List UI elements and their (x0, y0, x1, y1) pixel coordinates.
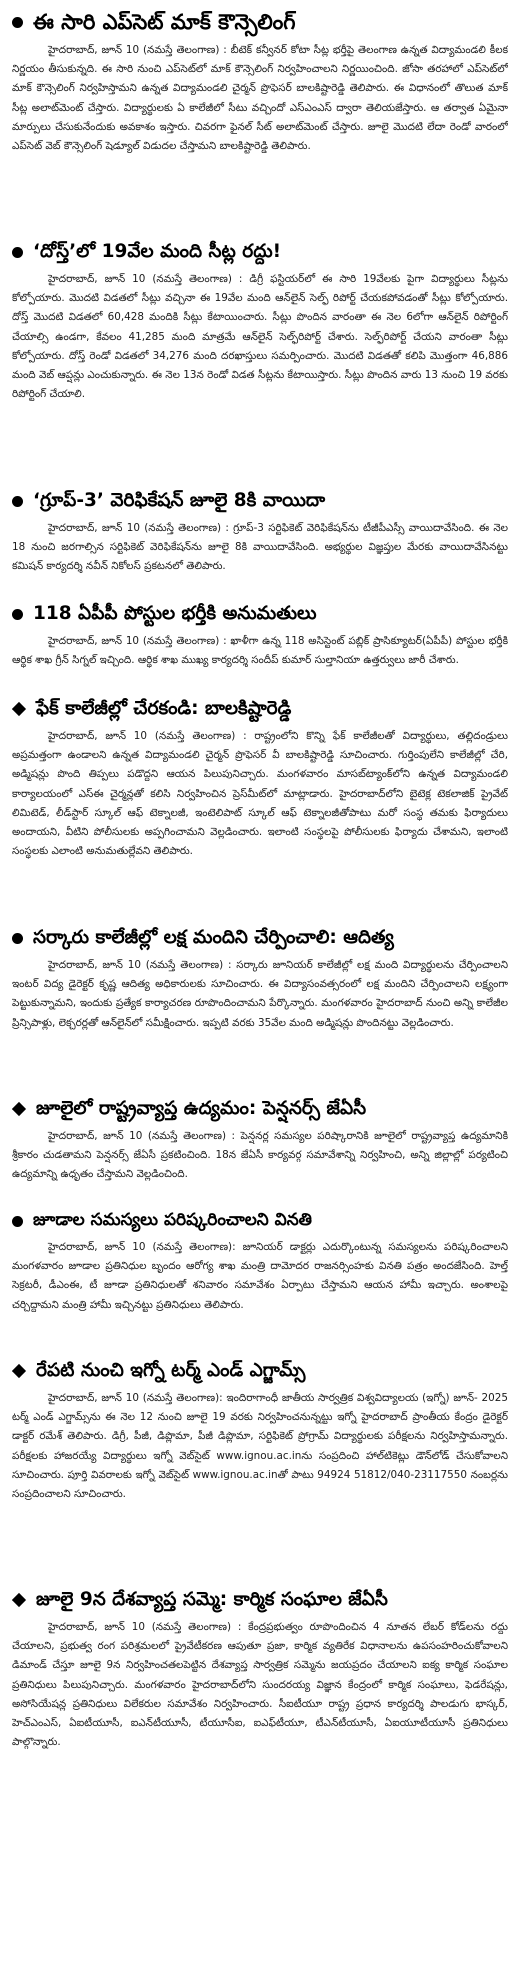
diamond-icon (12, 702, 26, 716)
article-body: హైదరాబాద్, జూన్ 10 (నమస్తే తెలంగాణ) : బీటెక్ కన్వీనర్ కోటా సీట్ల భర్తీపై తెలంగాణ ఉన్నత విద్యామండలి కీలక నిర్ణయం తీసుకున్నది. ఈ సారి నుంచి ఎప్‌సెట్‌లో మాక్ కౌన్సెలింగ్ నిర్వహించాలని నిర్ణయించింది. జోసా తరహాలో ఎప్‌సెట్‌లో మాక్ కౌన్సెలింగ్ నిర్వహిస్తామని ఉన్నత విద్యామండలి చైర్మన్ ప్రొఫెసర్ బాలకిష్టారెడ్డి తెలిపారు. ఈ విధానంలో తొలుత మాక్ సీట్ల అలాట్‌మెంట్ చేస్తారు. విద్యార్థులకు ఏ కాలేజీలో సీటు వచ్చిందో ఎస్ఎంఎస్ ద్వారా తెలియజేస్తారు. ఆ తర్వాత ఏమైనా మార్పులు చేసుకునేందుకు అవకాశం ఇస్తారు. చివరగా ఫైనల్ సీట్ అలాట్‌మెంట్ చేస్తారు. జూలై మొదటి లేదా రెండో వారంలో ఎప్‌సెట్ వెబ్ కౌన్సెలింగ్ షెడ్యూల్ విడుదల చేస్తామని బాలకిష్టారెడ్డి తెలిపారు. (12, 44, 508, 153)
headline (12, 1094, 508, 1124)
diamond-icon (12, 1593, 26, 1607)
headline-text: రేపటి నుంచి ఇగ్నో టర్మ్ ఎండ్ ఎగ్జామ్స్ (36, 1360, 306, 1382)
diamond-icon (12, 1364, 26, 1378)
article-1 (12, 6, 508, 233)
article-8 (12, 1207, 508, 1352)
headline-text: జూలైలో రాష్ట్రవ్యాప్త ఉద్యమం: పెన్షనర్స్ జేఏసీ (36, 1098, 367, 1120)
bullet-icon (12, 609, 23, 620)
article-7 (12, 1094, 508, 1203)
headline-text: ‘గ్రూప్-3’ వెరిఫికేషన్ జూలై 8కి వాయిదా (33, 490, 326, 512)
article-9 (12, 1356, 508, 1581)
headline (12, 1207, 508, 1235)
article-5 (12, 694, 508, 919)
article-body: హైదరాబాద్, జూన్ 10 (నమస్తే తెలంగాణ): జూనియర్ డాక్టర్లు ఎదుర్కొంటున్న సమస్యలను పరిష్కరించాలని మంగళవారం జూడాల ప్రతినిధుల బృందం ఆరోగ్య శాఖ మంత్రి దామోదర రాజనర్సింహకు వినతి పత్రం అందజేసింది. హెల్త్ సెక్రటరీ, డీఎంఈ, టీ జూడా ప్రతినిధులతో శనివారం సమావేశం ఏర్పాటు చేస్తామని ఆయన హామీ ఇచ్చారు. అంశాలపై చర్చిద్దామని మంత్రి హామీ ఇచ్చినట్టు ప్రతినిధులు తెలిపారు. (12, 1241, 508, 1311)
article-3 (12, 486, 508, 595)
headline-text: ‘దోస్త్’లో 19వేల మంది సీట్ల రద్దు! (33, 241, 282, 263)
article-body: హైదరాబాద్, జూన్ 10 (నమస్తే తెలంగాణ) : ఖాళీగా ఉన్న 118 అసిస్టెంట్ పబ్లిక్ ప్రాసిక్యూటర్(ఏపీపీ) పోస్టుల భర్తీకి ఆర్థిక శాఖ గ్రీన్ సిగ్నల్ ఇచ్చింది. ఆర్థిక శాఖ ముఖ్య కార్యదర్శి సందీప్ కుమార్ సుల్తానియా ఉత్తర్వులు జారీ చేశారు. (12, 635, 508, 667)
article-6 (12, 923, 508, 1090)
bullet-icon (12, 1216, 23, 1227)
headline-text: జూడాల సమస్యలు పరిష్కరించాలని వినతి (33, 1210, 312, 1231)
headline (12, 599, 508, 629)
article-body: హైదరాబాద్, జూన్ 10 (నమస్తే తెలంగాణ) : రాష్ట్రంలోని కొన్ని ఫేక్ కాలేజీలతో విద్యార్థులు, తల్లిదండ్రులు అప్రమత్తంగా ఉండాలని ఉన్నత విద్యామండలి చైర్మన్ ప్రొఫెసర్ వీ బాలకిష్టారెడ్డి సూచించారు. గుర్తింపులేని కాలేజీల్లో చేరి, అడ్మిషన్లు పొంది తిప్పలు పడొద్దని ఆయన పిలుపునిచ్చారు. మంగళవారం మాసబ్‌ట్యాంక్‌లోని ఉన్నత విద్యామండలి కార్యాలయంలో ఎస్ఈ చైర్మన్లతో కలిసి నిర్వహించిన ప్రెస్‌మీట్‌లో మాట్లాడారు. హైదరాబాద్‌లోని బైటెక్ల టెకలాజిక్ ప్రైవేట్ లిమిటెడ్, లీడ్‌స్టార్ స్కూల్ ఆఫ్ టెక్నాలజీ, ఇంటెలిపాట్ స్కూల్ ఆఫ్ టెక్నాలజీతోపాటు మరో సంస్థ తమకు ఫిర్యాదులు అందాయని, వీటిని పోలీసులకు అప్పగించామని వెల్లడించారు. ఇలాంటి సంస్థలపై పోలీసులకు ఫిర్యాదు చేశామని, ఇలాంటి సంస్థలకు ఎలాంటి అనుమతుల్లేవని తెలిపారు. (12, 730, 508, 858)
headline (12, 694, 508, 724)
article-body: హైదరాబాద్, జూన్ 10 (నమస్తే తెలంగాణ) : పెన్షనర్ల సమస్యల పరిష్కారానికి జూలైలో రాష్ట్రవ్యాప్త ఉద్యమానికి శ్రీకారం చుడతామని పెన్షనర్స్ జేఏసీ ప్రకటించింది. 18న జేఏసీ కార్యవర్గ సమావేశాన్ని నిర్వహించి, అన్ని జిల్లాల్లో పర్యటించి ఉద్యమాన్ని ఉధృతం చేస్తామని వెల్లడించింది. (12, 1130, 508, 1181)
article-4 (12, 599, 508, 690)
headline (12, 486, 508, 516)
article-body: హైదరాబాద్, జూన్ 10 (నమస్తే తెలంగాణ) : సర్కారు జూనియర్ కాలేజీల్లో లక్ష మంది విద్యార్థులను చేర్పించాలని ఇంటర్ విద్య డైరెక్టర్ కృష్ణ ఆదిత్య అధికారులకు సూచించారు. ఈ విద్యాసంవత్సరంలో లక్ష మందిని చేర్పించాలని లక్ష్యంగా పెట్టుకున్నామని, ఇందుకు ప్రత్యేక కార్యాచరణ రూపొందించామని పేర్కొన్నారు. మంగళవారం హైదరాబాద్ నుంచి అన్ని కాలేజీల ప్రిన్సిపాళ్లు, లెక్చరర్లతో ఆన్‌లైన్‌లో సమీక్షించారు. ఇప్పటి వరకు 35వేల మంది అడ్మిషన్లు పొందినట్టు వెల్లడించారు. (12, 959, 508, 1029)
headline (12, 6, 508, 38)
headline (12, 1356, 508, 1386)
article-2 (12, 237, 508, 482)
bullet-icon (12, 17, 23, 28)
bullet-icon (12, 933, 23, 944)
headline-text: 118 ఏపీపీ పోస్టుల భర్తీకి అనుమతులు (33, 603, 317, 625)
bullet-icon (12, 247, 23, 258)
article-10 (12, 1585, 508, 1830)
headline (12, 923, 508, 953)
diamond-icon (12, 1102, 26, 1116)
headline-text: జూలై 9న దేశవ్యాప్త సమ్మె: కార్మిక సంఘాల జేఏసీ (36, 1589, 388, 1611)
article-body: హైదరాబాద్, జూన్ 10 (నమస్తే తెలంగాణ): ఇందిరాగాంధీ జాతీయ సార్వత్రిక విశ్వవిద్యాలయ (ఇగ్నో) జూన్- 2025 టర్మ్ ఎండ్ ఎగ్జామ్స్‌ను ఈ నెల 12 నుంచి జూలై 19 వరకు నిర్వహించనున్నట్టు ఇగ్నో హైదరాబాద్ ప్రాంతీయ కేంద్రం డైరెక్టర్ డాక్టర్ రమేశ్ తెలిపారు. డిగ్రీ, పీజీ, డిప్లొమా, పీజీ డిప్లొమా, సర్టిఫికెట్ ప్రోగ్రామ్ విద్యార్థులకు పరీక్షలను నిర్వహిస్తామన్నారు. పరీక్షలకు హాజరయ్యే విద్యార్థులు ఇగ్నో వెబ్‌సైట్ www.ignou.ac.in‌ను సంప్రదించి హాల్‌టికెట్లు డౌన్‌లోడ్ చేసుకోవాలని సూచించారు. పూర్తి వివరాలకు ఇగ్నో వెబ్‌సైట్ www.ignou.ac.in‌తో పాటు 94924 51812/040-23117550 నంబర్లను సంప్రదించాలని సూచించారు. (12, 1392, 508, 1501)
headline (12, 1585, 508, 1615)
article-body: హైదరాబాద్, జూన్ 10 (నమస్తే తెలంగాణ) : డిగ్రీ ఫస్టియర్‌లో ఈ సారి 19వేలకు పైగా విద్యార్థులు సీట్లను కోల్పోయారు. మొదటి విడతలో సీట్లు వచ్చినా ఈ 19వేల మంది ఆన్‌లైన్ సెల్ఫ్ రిపోర్ట్ చేయకపోవడంతో సీట్లు కోల్పోయారు. దోస్త్ మొదటి విడతలో 60,428 మందికి సీట్లు కేటాయించారు. సీట్లు పొందిన వారంతా ఈ నెల 6లోగా ఆన్‌లైన్ రిపోర్టింగ్ చేయాల్సి ఉండగా, కేవలం 41,285 మంది మాత్రమే ఆన్‌లైన్ సెల్ఫ్‌రిపోర్ట్ చేశారు. సెల్ఫ్‌రిపోర్ట్ చేయని వారంతా సీట్లు కోల్పోయారు. దోస్త్ రెండో విడతలో 34,276 మంది దరఖాస్తులు సమర్పించారు. మొదటి విడతతో కలిపి మొత్తంగా 46,886 మంది వెబ్ ఆప్షన్లు ఎంచుకున్నారు. ఈ నెల 13న రెండో విడత సీట్లను కేటాయిస్తారు. సీట్లు పొందిన వారు 13 నుంచి 19 వరకు రిపోర్టింగ్ చేయాలి. (12, 273, 508, 401)
headline-text: సర్కారు కాలేజీల్లో లక్ష మందిని చేర్పించాలి: ఆదిత్య (33, 927, 394, 949)
headline-text: ఈ సారి ఎప్‌సెట్ మాక్ కౌన్సెలింగ్ (33, 9, 296, 34)
bullet-icon (12, 496, 23, 507)
headline-text: ఫేక్ కాలేజీల్లో చేరకండి: బాలకిష్టారెడ్డి (36, 698, 292, 720)
article-body: హైదరాబాద్, జూన్ 10 (నమస్తే తెలంగాణ) : కేంద్రప్రభుత్వం రూపొందించిన 4 నూతన లేబర్ కోడ్‌లను రద్దు చేయాలని, ప్రభుత్వ రంగ పరిశ్రమలలో ప్రైవేటీకరణ ఆపుతూ ప్రజా, కార్మిక వ్యతిరేక విధానాలను ఉపసంహరించుకోవాలని డిమాండ్ చేస్తూ జూలై 9న నిర్వహించతలపెట్టిన దేశవ్యాప్త సార్వత్రిక సమ్మెను జయప్రదం చేయాలని ఐక్య కార్మిక సంఘాల ప్రతినిధులు పిలుపునిచ్చారు. మంగళవారం హైదరాబాద్‌లోని సుందరయ్య విజ్ఞాన కేంద్రంలో కార్మిక సంఘాలు, ఫెడరేషన్లు, అసోసియేషన్ల ప్రతినిధులు విలేకరుల సమావేశం నిర్వహించారు. సీఐటీయూ రాష్ట్ర ప్రధాన కార్యదర్శి పాలడుగు భాస్కర్, హెచ్ఎంఎస్, ఏఐటీయూసీ, ఐఎన్‌టీయూసీ, టీయూసీఐ, ఐఎఫ్‌టీయూ, టీఎన్‌టీయూసీ, ఏఐయూటీయూసీ ప్రతినిధులు పాల్గొన్నారు. (12, 1621, 508, 1749)
article-body: హైదరాబాద్, జూన్ 10 (నమస్తే తెలంగాణ) : గ్రూప్-3 సర్టిఫికెట్ వెరిఫికేషన్‌ను టీజీపీఎస్సీ వాయిదావేసింది. ఈ నెల 18 నుంచి జరగాల్సిన సర్టిఫికెట్ వెరిఫికేషన్‌ను జూలై 8కి వాయిదావేసింది. అభ్యర్థుల విజ్ఞప్తుల మేరకు వాయిదావేసినట్టు కమిషన్ కార్యదర్శి నవీన్ నికోలస్ ప్రకటనలో తెలిపారు. (12, 522, 508, 573)
headline (12, 237, 508, 267)
